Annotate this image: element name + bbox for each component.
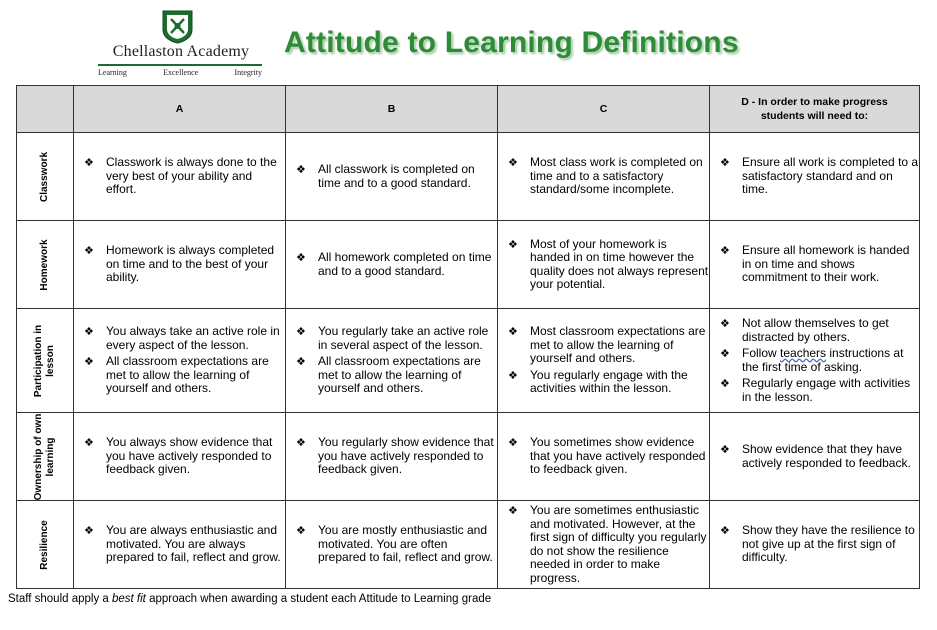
bullet-list	[498, 436, 709, 477]
bullet-list	[710, 244, 919, 285]
value-learning: Learning	[98, 68, 127, 77]
bullet-item: ❖ You regularly engage with the activities within the lesson.	[498, 369, 709, 396]
bullet-list	[710, 443, 919, 470]
table-cell	[498, 309, 710, 413]
table-cell	[286, 413, 498, 501]
school-name: Chellaston Academy	[112, 43, 250, 60]
spellcheck-word: teachers	[780, 346, 827, 360]
table-row	[17, 501, 920, 589]
bullet-item: ❖ You are mostly enthusiastic and motivated. You are often prepared to fail, reflect and grow.	[286, 524, 497, 565]
table-cell	[74, 501, 286, 589]
table-cell	[710, 501, 920, 589]
bullet-item: ❖ Ensure all homework is handed in on time and shows commitment to their work.	[710, 244, 919, 285]
bullet-item: ❖ Show evidence that they have actively responded to feedback.	[710, 443, 919, 470]
bullet-item: ❖ You regularly show evidence that you have actively responded to feedback given.	[286, 436, 497, 477]
table-cell	[498, 501, 710, 589]
school-values	[98, 68, 262, 77]
bullet-list	[286, 163, 497, 190]
table-cell	[710, 221, 920, 309]
table-cell	[286, 221, 498, 309]
row-header-label: Resilience	[39, 519, 50, 570]
row-header	[17, 309, 74, 413]
bullet-item: ❖ Not allow themselves to get distracted by others.	[710, 317, 919, 344]
table-cell	[498, 413, 710, 501]
table-cell	[286, 133, 498, 221]
school-crest-icon	[161, 10, 194, 44]
table-cell	[286, 501, 498, 589]
bullet-item: ❖ You are always enthusiastic and motivated. You are always prepared to fail, reflect and grow.	[74, 524, 285, 565]
bullet-list	[498, 325, 709, 396]
bullet-list	[286, 436, 497, 477]
table-row	[17, 133, 920, 221]
bullet-item: ❖ Regularly engage with activities in the lesson.	[710, 377, 919, 404]
column-header-d: D - In order to make progress students will need to:	[710, 86, 920, 133]
bullet-list	[74, 156, 285, 197]
row-header-label: Classwork	[39, 151, 50, 202]
bullet-item: ❖ Follow teachers instructions at the first time of asking.	[710, 347, 919, 374]
bullet-item: ❖ Classwork is always done to the very best of your ability and effort.	[74, 156, 285, 197]
bullet-item: ❖ All homework completed on time and to a good standard.	[286, 251, 497, 278]
footnote	[8, 593, 491, 605]
bullet-item: ❖ All classroom expectations are met to allow the learning of yourself and others.	[286, 355, 497, 396]
row-header-label: Ownership of own learning	[33, 413, 56, 500]
row-header-label: Participation in lesson	[33, 324, 56, 397]
bullet-list	[286, 325, 497, 396]
bullet-item: ❖ All classroom expectations are met to allow the learning of yourself and others.	[74, 355, 285, 396]
table-cell	[710, 309, 920, 413]
table-row	[17, 413, 920, 501]
row-header	[17, 133, 74, 221]
value-integrity: Integrity	[234, 68, 262, 77]
bullet-list	[498, 504, 709, 585]
table-cell	[286, 309, 498, 413]
table-row	[17, 309, 920, 413]
bullet-item: ❖ You sometimes show evidence that you have actively responded to feedback given.	[498, 436, 709, 477]
bullet-list	[74, 436, 285, 477]
bullet-item: ❖ You are sometimes enthusiastic and motivated. However, at the first sign of difficulty you regularly do not show the resilience needed in order to make progress.	[498, 504, 709, 585]
table-cell	[498, 221, 710, 309]
table-cell	[74, 221, 286, 309]
value-excellence: Excellence	[163, 68, 199, 77]
bullet-list	[74, 244, 285, 285]
page-title: Attitude to Learning Definitions	[284, 26, 739, 59]
bullet-list	[286, 251, 497, 278]
column-header-a: A	[74, 86, 286, 133]
table-cell	[74, 413, 286, 501]
header-corner	[17, 86, 74, 133]
school-logo	[96, 10, 266, 80]
column-header-b: B	[286, 86, 498, 133]
bullet-list	[498, 156, 709, 197]
row-header-label: Homework	[39, 238, 50, 291]
footnote-start: Staff should apply a	[8, 593, 112, 605]
bullet-item: ❖ You always take an active role in every aspect of the lesson.	[74, 325, 285, 352]
bullet-list	[74, 524, 285, 565]
logo-divider	[98, 64, 262, 66]
footnote-end: approach when awarding a student each Attitude to Learning grade	[145, 593, 492, 605]
bullet-item: ❖ You regularly take an active role in several aspect of the lesson.	[286, 325, 497, 352]
definitions-table	[16, 85, 920, 589]
bullet-item: ❖ Homework is always completed on time and to the best of your ability.	[74, 244, 285, 285]
bullet-list	[710, 524, 919, 565]
row-header	[17, 501, 74, 589]
footnote-emphasis: best fit	[112, 593, 146, 605]
bullet-list	[710, 156, 919, 197]
bullet-list	[710, 317, 919, 404]
table-cell	[710, 133, 920, 221]
bullet-item: ❖ Most classroom expectations are met to allow the learning of yourself and others.	[498, 325, 709, 366]
bullet-item: ❖ All classwork is completed on time and to a good standard.	[286, 163, 497, 190]
table-cell	[74, 309, 286, 413]
bullet-list	[74, 325, 285, 396]
bullet-item: ❖ Ensure all work is completed to a satisfactory standard and on time.	[710, 156, 919, 197]
column-header-c: C	[498, 86, 710, 133]
bullet-item: ❖ Most class work is completed on time and to a satisfactory standard/some incomplete.	[498, 156, 709, 197]
bullet-item: ❖ You always show evidence that you have actively responded to feedback given.	[74, 436, 285, 477]
table-row	[17, 221, 920, 309]
table-cell	[710, 413, 920, 501]
table-cell	[74, 133, 286, 221]
table-cell	[498, 133, 710, 221]
bullet-item: ❖ Show they have the resilience to not give up at the first sign of difficulty.	[710, 524, 919, 565]
bullet-list	[498, 238, 709, 292]
bullet-list	[286, 524, 497, 565]
row-header	[17, 221, 74, 309]
row-header	[17, 413, 74, 501]
bullet-item: ❖ Most of your homework is handed in on time however the quality does not always represent your potential.	[498, 238, 709, 292]
header-row	[17, 86, 920, 133]
